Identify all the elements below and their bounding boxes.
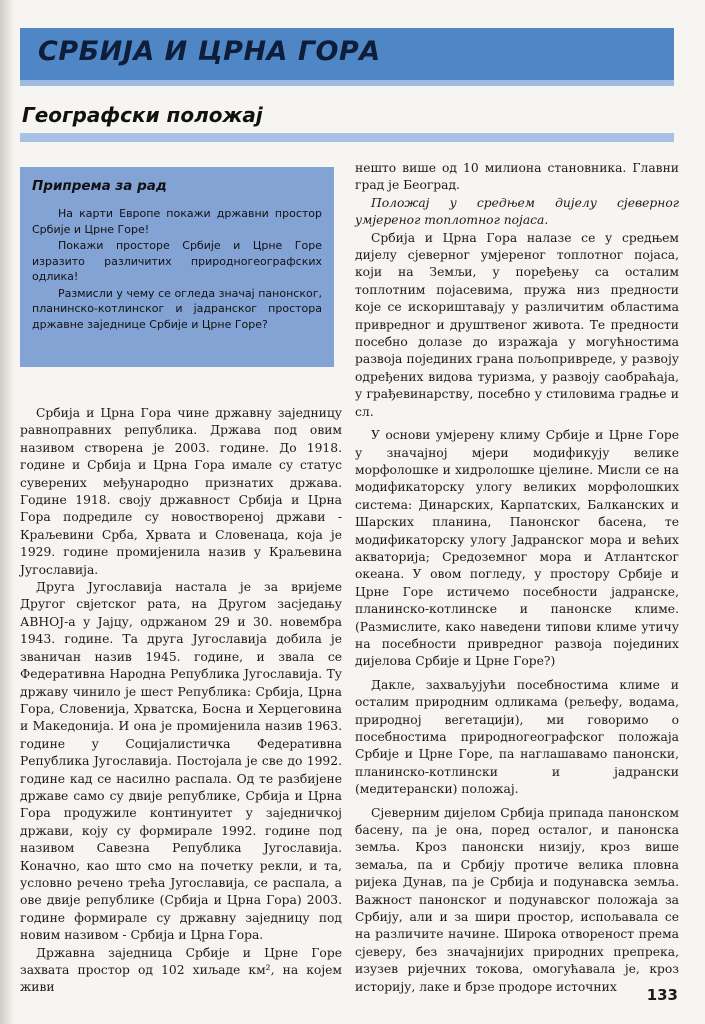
body-paragraph: Сјеверним дијелом Србија припада панонском басену, па је она, поред осталог, и панонска земља. Кроз панонски низију, кроз више земаља, па и Србију протиче велика пловна ријека Дунав, па је Србија и подунавска земља. Важност панонског и подунавског положаја за Србију, али и за шири простор, испољавала се на различите начине. Широка отвореност према сјеверу, без значајнијих природних препрека, изузев ријечних токова, омогућавала је, кроз историју, лаке и брзе продоре источних bbox=[355, 805, 679, 994]
body-paragraph-continuation: нешто више од 10 милиона становника. Главни град је Београд. bbox=[355, 161, 679, 193]
right-text-column bbox=[355, 160, 679, 996]
preparation-item: На карти Европе покажи државни простор Србије и Црне Горе! bbox=[32, 207, 322, 236]
preparation-box bbox=[20, 167, 334, 367]
body-paragraph: Србија и Црна Гора чине државну заједницу равноправних република. Држава под овим називом створена је 2003. године. До 1918. године и Србија и Црна Гора имале су статус суверених међународно признатих држава. Године 1918. своју државност Србија и Црна Гора подредиле су новоствореној држави - Краљевини Срба, Хрвата и Словенаца, која је 1929. године промијенила назив у Краљевина Југославија. bbox=[20, 406, 342, 577]
body-paragraph: Дакле, захваљујући посебностима климе и осталим природним одликама (рељефу, водама, природној вегетацији), ми говоримо о посебностима природногеографског положаја Србије и Црне Горе, па наглашавамо панонски, планинско-котлински и јадрански (медитерански) положај. bbox=[355, 677, 679, 797]
preparation-item: Покажи просторе Србије и Црне Горе изразито различитих природногеографских одлика! bbox=[32, 239, 322, 283]
section-divider bbox=[20, 133, 674, 142]
italic-key-sentence: Положај у средњем дијелу сјеверног умјереног топлотног појаса. bbox=[355, 195, 679, 228]
left-text-column bbox=[20, 405, 342, 997]
chapter-title-banner bbox=[20, 28, 674, 86]
body-paragraph: Друга Југославија настала је за вријеме Другог свјетског рата, на Другом засједању АВНОЈ-а у Јајцу, одржаном 29 и 30. новембра 1943. године. Та друга Југославија добила је званичан назив 1945. године, и звала се Федеративна Народна Република Југославија. Ту државу чинило је шест Република: Србија, Црна Гора, Словенија, Хрватска, Босна и Херцеговина и Македонија. И она је промијенила назив 1963. године у Социјалистичка Федеративна Република Југославија. Постојала је све до 1992. године кад се насилно распала. Од те разбијене државе само су двије републике, Србија и Црна Гора продужиле континуитет у заједничкој држави, коју су формирале 1992. године под називом Савезна Република Југославија. Коначно, као што смо на почетку рекли, и та, условно речено трећа Југославија, се распала, а ове двије републике (Србија и Црна Гора) 2003. године формирале су државну заједницу под новим називом - Србија и Црна Гора. bbox=[20, 580, 342, 943]
body-paragraph: Србија и Црна Гора налазе се у средњем дијелу сјеверног умјереног топлотног појаса, који на Земљи, у поређењу са осталим топлотним појасевима, пружа низ предности које се искориштавају у различитим областима привредног и друштвеног живота. Те предности посебно долазе до изражаја у могућностима развоја појединих грана пољопривреде, у развоју одређених видова туризма, у развоју саобраћаја, у грађевинарству, посебно у стиловима градње и сл. bbox=[355, 230, 679, 419]
body-paragraph: Државна заједница Србије и Црне Горе захвата простор од 102 хиљаде км², на којем живи bbox=[20, 945, 342, 995]
page-edge-shadow bbox=[0, 0, 14, 1024]
preparation-heading: Припрема за рад bbox=[32, 178, 167, 194]
preparation-item: Размисли у чему се огледа значај панонског, планинско-котлинског и јадранског простора државне заједнице Србије и Црне Горе? bbox=[32, 286, 322, 331]
section-subtitle: Географски положај bbox=[22, 103, 263, 127]
page-number: 133 bbox=[646, 986, 678, 1004]
body-paragraph: У основи умјерену климу Србије и Црне Горе у значајној мјери модификују велике морфолошке и хидролошке цјелине. Мисли се на модификаторску улогу великих морфолошких система: Динарских, Карпатских, Балканских и Шарских планина, Панонског басена, те модификаторску улогу Јадранског мора и већих акваторија; Средоземног мора и Атлантског океана. У овом погледу, у простору Србије и Црне Горе истичемо посебности јадранске, планинско-котлинске и панонске климе. (Размислите, како наведени типови климе утичу на посебности привредног развоја појединих дијелова Србије и Црне Горе?) bbox=[355, 428, 679, 669]
chapter-title: СРБИЈА И ЦРНА ГОРА bbox=[38, 36, 381, 67]
